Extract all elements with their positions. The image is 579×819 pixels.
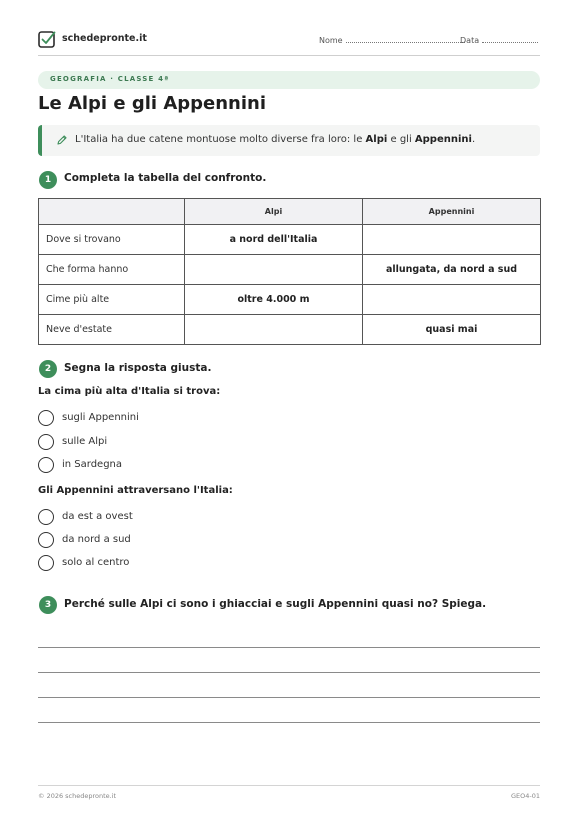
name-label: Nome bbox=[319, 36, 343, 45]
radio-circle[interactable] bbox=[38, 532, 54, 548]
row-label: Che forma hanno bbox=[39, 255, 185, 285]
question-3-number: 3 bbox=[39, 596, 57, 614]
answer-cell-alpi[interactable] bbox=[185, 255, 363, 285]
footer-copyright: © 2026 schedepronte.it bbox=[38, 792, 117, 800]
date-field[interactable] bbox=[460, 35, 538, 45]
comparison-table bbox=[38, 198, 541, 345]
subject-tag bbox=[38, 71, 540, 89]
radio-label: da nord a sud bbox=[62, 534, 131, 545]
answer-cell-appennini[interactable] bbox=[363, 285, 541, 315]
answer-cell-alpi[interactable]: a nord dell'Italia bbox=[185, 225, 363, 255]
radio-circle[interactable] bbox=[38, 555, 54, 571]
radio-label: da est a ovest bbox=[62, 511, 133, 522]
answer-cell-appennini[interactable]: quasi mai bbox=[363, 315, 541, 345]
question-2-number: 2 bbox=[39, 360, 57, 378]
answer-cell-appennini[interactable]: allungata, da nord a sud bbox=[363, 255, 541, 285]
table-header-alpi: Alpi bbox=[185, 199, 363, 225]
answer-line[interactable] bbox=[38, 647, 540, 648]
table-row bbox=[39, 225, 541, 255]
site-logo-text: schedepronte.it bbox=[62, 33, 147, 44]
radio-label: sulle Alpi bbox=[62, 436, 108, 447]
pencil-icon bbox=[56, 134, 68, 146]
row-label: Neve d'estate bbox=[39, 315, 185, 345]
radio-label: solo al centro bbox=[62, 557, 130, 568]
question-2a-text: La cima più alta d'Italia si trova: bbox=[38, 386, 221, 397]
answer-line[interactable] bbox=[38, 697, 540, 698]
table-row bbox=[39, 255, 541, 285]
table-header-row bbox=[39, 199, 541, 225]
question-1-number: 1 bbox=[39, 171, 57, 189]
table-row bbox=[39, 285, 541, 315]
question-2-text: Segna la risposta giusta. bbox=[64, 362, 212, 374]
radio-label: sugli Appennini bbox=[62, 412, 139, 423]
answer-line[interactable] bbox=[38, 672, 540, 673]
radio-label: in Sardegna bbox=[62, 459, 123, 470]
table-header-empty bbox=[39, 199, 185, 225]
intro-box bbox=[38, 125, 540, 156]
table-header-appennini: Appennini bbox=[363, 199, 541, 225]
question-2b-text: Gli Appennini attraversano l'Italia: bbox=[38, 485, 233, 496]
answer-cell-alpi[interactable]: oltre 4.000 m bbox=[185, 285, 363, 315]
question-1-text: Completa la tabella del confronto. bbox=[64, 172, 267, 184]
page-title: Le Alpi e gli Appennini bbox=[38, 93, 267, 114]
radio-circle[interactable] bbox=[38, 434, 54, 450]
table-row bbox=[39, 315, 541, 345]
row-label: Dove si trovano bbox=[39, 225, 185, 255]
question-3-text: Perché sulle Alpi ci sono i ghiacciai e sugli Appennini quasi no? Spiega. bbox=[64, 598, 487, 610]
date-blank[interactable] bbox=[482, 35, 538, 43]
page-header bbox=[38, 30, 540, 56]
answer-cell-alpi[interactable] bbox=[185, 315, 363, 345]
subject-tag-text: GEOGRAFIA · CLASSE 4ª bbox=[50, 75, 170, 83]
date-label: Data bbox=[460, 36, 480, 45]
radio-circle[interactable] bbox=[38, 410, 54, 426]
row-label: Cime più alte bbox=[39, 285, 185, 315]
radio-circle[interactable] bbox=[38, 509, 54, 525]
radio-circle[interactable] bbox=[38, 457, 54, 473]
answer-line[interactable] bbox=[38, 722, 540, 723]
name-field[interactable] bbox=[319, 35, 465, 45]
answer-cell-appennini[interactable] bbox=[363, 225, 541, 255]
page-footer bbox=[38, 785, 540, 800]
checkmark-box-icon bbox=[38, 30, 56, 48]
name-blank[interactable] bbox=[346, 35, 465, 43]
intro-text: L'Italia ha due catene montuose molto diverse fra loro: le Alpi e gli Appennini. bbox=[75, 134, 476, 145]
footer-code: GEO4-01 bbox=[510, 792, 540, 800]
